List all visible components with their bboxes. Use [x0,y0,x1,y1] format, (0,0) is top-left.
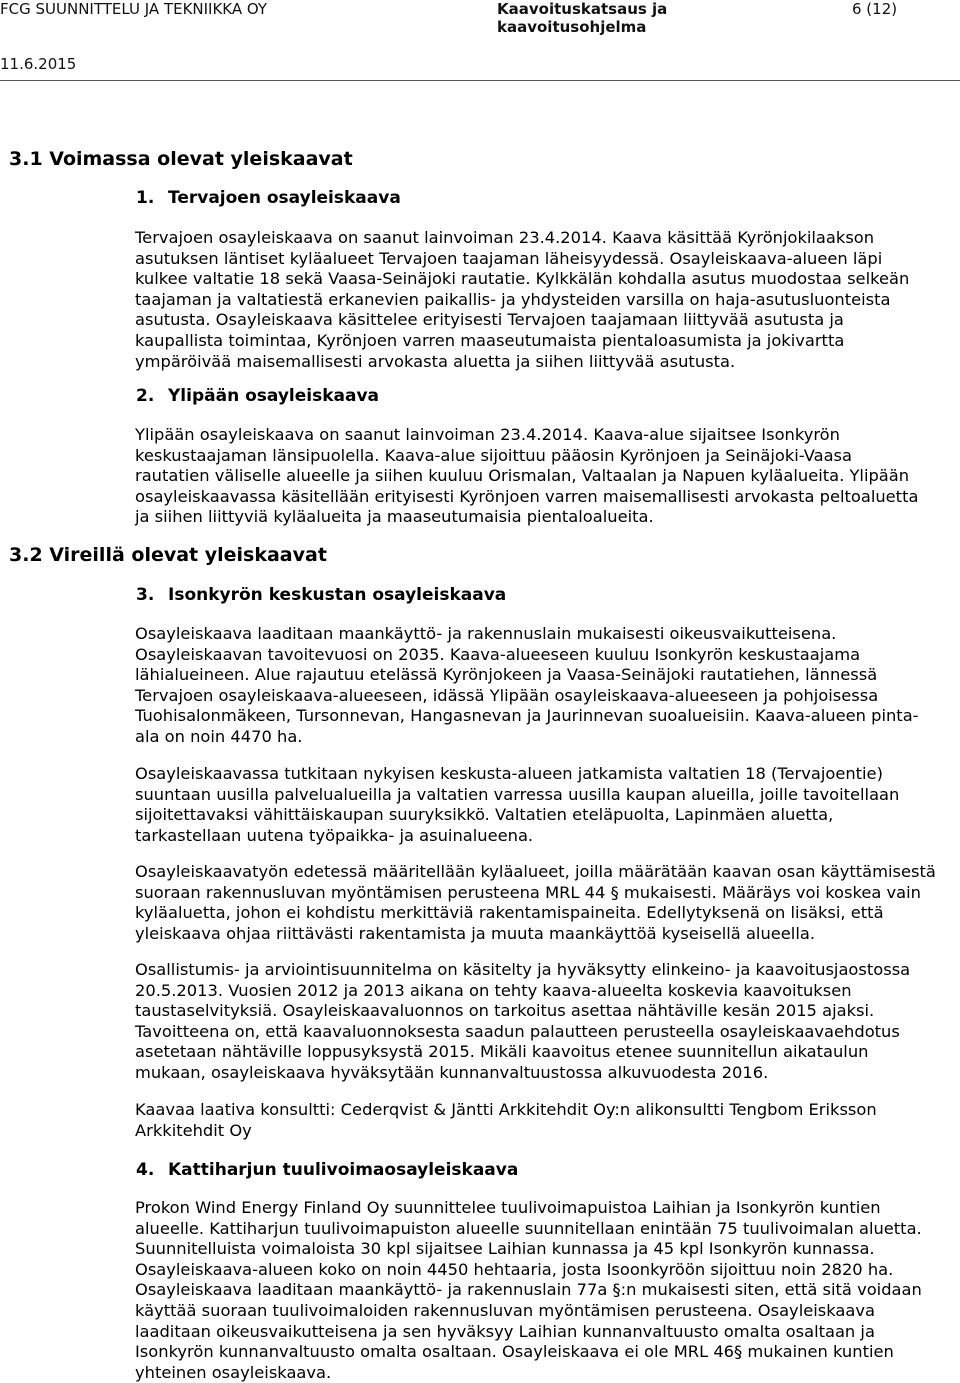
item-title: Ylipään osayleiskaava [168,386,380,406]
header-organization: FCG SUUNNITTELU JA TEKNIIKKA OY [0,0,268,18]
item-number: 4. [136,1160,155,1180]
item-title: Isonkyrön keskustan osayleiskaava [168,585,507,605]
header-page-number: 6 (12) [852,0,898,18]
paragraph-isokyro-4: Osallistumis- ja arviointisuunnitelma on käsitelty ja hyväksytty elinkeino- ja kaavoitusjaostossa 20.5.2013. Vuosien 2012 ja 2013 aikana on tehty kaava-alueelta koskevia kaavoituksen taustaselvityksiä. Osayleiskaavaluonnos on tarkoitus asettaa nähtäville kesän 2015 ajaksi. Tavoitteena on, että kaavaluonnoksesta saadun palautteen perusteella osayleiskaavaehdotus asetetaan nähtäville loppusyksystä 2015. Mikäli kaavoitus etenee suunnitellun aikataulun mukaan, osayleiskaava hyväksytään kunnanvaltuustossa alkuvuodesta 2016. [135,960,911,1082]
header-document-title: Kaavoituskatsaus ja kaavoitusohjelma [497,0,668,36]
section-heading-3-1: 3.1 Voimassa olevat yleiskaavat [9,148,353,170]
paragraph-isokyro-1: Osayleiskaava laaditaan maankäyttö- ja rakennuslain mukaisesti oikeusvaikutteisena. Osayleiskaavan tavoitevuosi on 2035. Kaava-alueeseen kuuluu Isonkyrön keskustaajama lähialueineen. Alue rajautuu etelässä Kyrönjokeen ja Vaasa-Seinäjoki rautatiehen, lännessä Tervajoen osayleiskaava-alueeseen, idässä Ylipään osayleiskaava-alueeseen ja pohjoisessa Tuohisalonmäkeen, Tursonnevan, Hangasnevan ja Jaurinnevan suoalueisiin. Kaava-alueen pinta- ala on noin 4470 ha. [135,624,919,746]
section-heading-3-2: 3.2 Vireillä olevat yleiskaavat [9,544,327,566]
header-date: 11.6.2015 [0,55,77,73]
item-title: Kattiharjun tuulivoimaosayleiskaava [168,1160,519,1180]
item-title: Tervajoen osayleiskaava [168,188,401,208]
paragraph-kattiharju: Prokon Wind Energy Finland Oy suunnittelee tuulivoimapuistoa Laihian ja Isonkyrön kuntien alueelle. Kattiharjun tuulivoimapuiston alueelle suunnitellaan enintään 75 tuulivoimalan aluetta. Suunnitelluista voimaloista 30 kpl sijaitsee Laihian kunnassa ja 45 kpl Isonkyrön kunnassa. Osayleiskaava-alueen koko on noin 4450 hehtaaria, josta Isoonkyröön sijoittuu noin 2820 ha. Osayleiskaava laaditaan maankäyttö- ja rakennuslain 77a §:n mukaisesti siten, että sitä voidaan käyttää suoraan tuulivoimaloiden rakennusluvan myöntämisen perusteena. Osayleiskaava laaditaan oikeusvaikutteisena ja sen hyväksyy Laihian kunnanvaltuusto omalta osaltaan ja Isonkyrön kunnanvaltuusto omalta osaltaan. Osayleiskaava ei ole MRL 46§ mukainen kuntien yhteinen osayleiskaava. [135,1198,922,1382]
paragraph-isokyro-consultant: Kaavaa laativa konsultti: Cederqvist & Jäntti Arkkitehdit Oy:n alikonsultti Tengbom Eriksson Arkkitehdit Oy [135,1100,877,1140]
header-divider [0,80,960,81]
paragraph-ylipaa: Ylipään osayleiskaava on saanut lainvoiman 23.4.2014. Kaava-alue sijaitsee Isonkyrön keskustaajaman länsipuolella. Kaava-alue sijoittuu pääosin Kyrönjoen ja Seinäjoki-Vaasa rautatien väliselle alueelle ja siihen kuuluu Orismalan, Valtaalan ja Napuen kyläalueita. Ylipään osayleiskaavassa käsitellään erityisesti Kyrönjoen varren maisemallisesti arvokasta peltoaluetta ja siihen liittyviä kyläalueita ja maaseutumaisia pientaloalueita. [135,425,919,527]
item-heading-2 [136,386,379,406]
item-number: 2. [136,386,155,406]
paragraph-tervajoki: Tervajoen osayleiskaava on saanut lainvoiman 23.4.2014. Kaava käsittää Kyrönjokilaakson asutuksen läntiset kyläalueet Tervajoen taajaman läheisyydessä. Osayleiskaava-alueen läpi kulkee valtatie 18 sekä Vaasa-Seinäjoki rautatie. Kylkkälän kohdalla asutus muodostaa selkeän taajaman ja valtatiestä erkanevien paikallis- ja yhdysteiden varsilla on haja-asutusluonteista asutusta. Osayleiskaava käsittelee erityisesti Tervajoen taajamaan liittyvää asutusta ja kaupallista toimintaa, Kyrönjoen varren maaseutumaista pientaloasumista ja jokivartta ympäröivää maisemallisesti arvokasta aluetta ja siihen liittyvää asutusta. [135,228,910,371]
item-heading-1 [136,188,401,208]
item-number: 1. [136,188,155,208]
item-heading-3 [136,585,506,605]
item-number: 3. [136,585,155,605]
item-heading-4 [136,1160,518,1180]
paragraph-isokyro-2: Osayleiskaavassa tutkitaan nykyisen keskusta-alueen jatkamista valtatien 18 (Tervajoentie) suuntaan uusilla palvelualueilla ja valtatien varressa uusilla kaupan alueilla, joille tavoitellaan sijoitettavaksi vähittäiskaupan suuryksikkö. Valtatien eteläpuolta, Lapinmäen aluetta, tarkastellaan uutena työpaikka- ja asuinalueena. [135,764,900,845]
paragraph-isokyro-3: Osayleiskaavatyön edetessä määritellään kyläalueet, joilla määrätään kaavan osan käyttämisestä suoraan rakennusluvan myöntämisen perusteena MRL 44 § mukaisesti. Määräys voi koskea vain kyläaluetta, johon ei kohdistu merkittäviä rakentamispaineita. Edellytyksenä on lisäksi, että yleiskaava ohjaa riittävästi rakentamista ja muuta maankäyttöä kyseisellä alueella. [135,862,936,943]
